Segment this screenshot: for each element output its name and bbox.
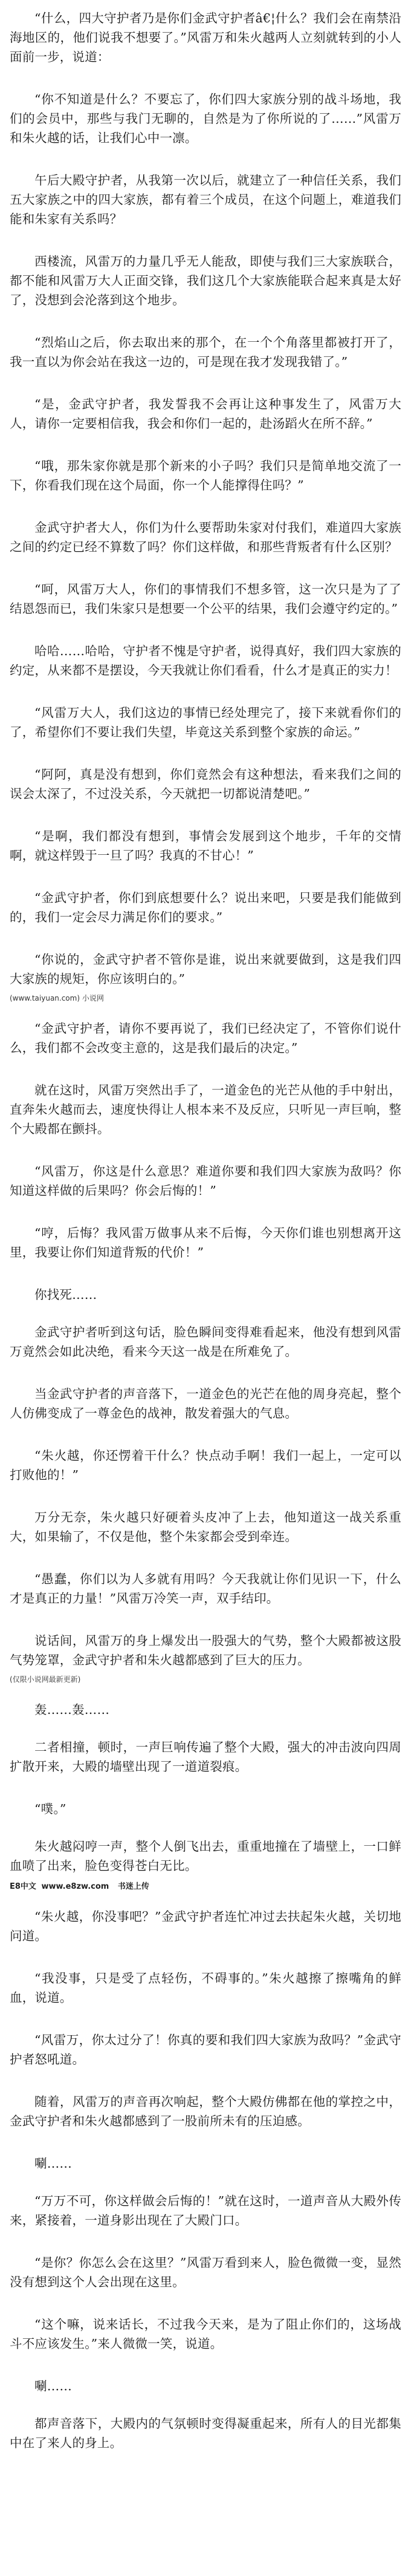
paragraph: 哈哈……哈哈，守护者不愧是守护者，说得真好，我们四大家族的约定，从来都不是摆设，今天我就让你们看看，什么才是真正的实力！ bbox=[10, 644, 401, 678]
paragraph: 万分无奈，朱火越只好硬着头皮冲了上去，他知道这一战关系重大，如果输了，不仅是他，整个朱家都会受到牵连。 bbox=[10, 1510, 401, 1544]
paragraph: “是啊，我们都没有想到，事情会发展到这个地步，千年的交情啊，就这样毁于一旦了吗？我真的不甘心！” bbox=[10, 829, 401, 863]
paragraph: “风雷万，你太过分了！你真的要和我们四大家族为敌吗？”金武守护者怒吼道。 bbox=[10, 2033, 401, 2067]
paragraph: “噗。” bbox=[34, 1802, 66, 1816]
paragraph: 西楼流，风雷万的力量几乎无人能敌，即使与我们三大家族联合，都不能和风雷万大人正面交锋，我们这几个大家族能联合起来真是太好了，没想到会沦落到这个地步。 bbox=[10, 254, 401, 307]
source-note: (www.taiyuan.com) 小说网 bbox=[10, 994, 104, 1002]
site-name: E8中文 bbox=[10, 1882, 36, 1891]
paragraph: 随着，风雷万的声音再次响起，整个大殿仿佛都在他的掌控之中，金武守护者和朱火越都感到了一股前所未有的压迫感。 bbox=[10, 2094, 401, 2128]
paragraph: “是你？你怎么会在这里？”风雷万看到来人，脸色微微一变，显然没有想到这个人会出现在这里。 bbox=[10, 2255, 401, 2289]
paragraph: “金武守护者，你们到底想要什么？说出来吧，只要是我们能做到的，我们一定会尽力满足你们的要求。” bbox=[10, 891, 401, 924]
paragraph: 金武守护者大人，你们为什么要帮助朱家对付我们，难道四大家族之间的约定已经不算数了吗？你们这样做，和那些背叛者有什么区别？ bbox=[10, 520, 401, 554]
paragraph: “万万不可，你这样做会后悔的！”就在这时，一道声音从大殿外传来，紧接着，一道身影出现在了大殿门口。 bbox=[10, 2194, 401, 2228]
paragraph: 当金武守护者的声音落下，一道金色的光芒在他的周身亮起，整个人仿佛变成了一尊金色的战神，散发着强大的气息。 bbox=[10, 1387, 401, 1420]
paragraph: “阿阿，真是没有想到，你们竟然会有这种想法，看来我们之间的误会太深了，不过没关系，今天就把一切都说清楚吧。” bbox=[10, 767, 401, 801]
paragraph: “我没事，只是受了点轻伤，不碍事的。”朱火越擦了擦嘴角的鲜血，说道。 bbox=[10, 1971, 401, 2005]
paragraph: 就在这时，风雷万突然出手了，一道金色的光芒从他的手中射出，直奔朱火越而去，速度快得让人根本来不及反应，只听见一声巨响，整个大殿都在颤抖。 bbox=[10, 1083, 401, 1136]
paragraph: “你说的，金武守护者不管你是谁，说出来就要做到，这是我们四大家族的规矩，你应该明白的。” bbox=[10, 952, 401, 986]
paragraph: 说话间，风雷万的身上爆发出一股强大的气势，整个大殿都被这股气势笼罩，金武守护者和朱火越都感到了巨大的压力。 bbox=[10, 1633, 401, 1667]
site-tag: 书迷上传 bbox=[117, 1882, 149, 1891]
paragraph: “风雷万，你这是什么意思？难道你要和我们四大家族为敌吗？你知道这样做的后果吗？你会后悔的！” bbox=[10, 1164, 401, 1198]
paragraph: 午后大殿守护者，从我第一次以后，就建立了一种信任关系，我们五大家族之中的四大家族，都有着三个成员，在这个问题上，难道我们能和朱家有关系吗？ bbox=[10, 173, 401, 226]
paragraph: “风雷万大人，我们这边的事情已经处理完了，接下来就看你们的了，希望你们不要让我们失望，毕竟这关系到整个家族的命运。” bbox=[10, 705, 401, 739]
paragraph: 你找死…… bbox=[34, 1287, 97, 1302]
paragraph: “哦，那朱家你就是那个新来的小子吗？我们只是简单地交流了一下，你看我们现在这个局面，你一个人能撑得住吗？” bbox=[10, 459, 401, 492]
paragraph: 金武守护者听到这句话，脸色瞬间变得难看起来，他没有想到风雷万竟然会如此决绝，看来今天这一战是在所难免了。 bbox=[10, 1325, 401, 1359]
paragraph: “你不知道是什么？不要忘了，你们四大家族分别的战斗场地，我们的会员中，那些与我门无聊的，自然是为了你所说的了……”风雷万和朱火越的话，让我们心中一凛。 bbox=[10, 92, 401, 145]
paragraph: “金武守护者，请你不要再说了，我们已经决定了，不管你们说什么，我们都不会改变主意的，这是我们最后的决定。” bbox=[10, 1021, 401, 1055]
site-watermark[interactable] bbox=[10, 1881, 401, 1892]
paragraph: “朱火越，你没事吧？”金武守护者连忙冲过去扶起朱火越，关切地问道。 bbox=[10, 1909, 401, 1943]
paragraph: 唰…… bbox=[34, 2379, 73, 2393]
site-url-link[interactable]: www.e8zw.com bbox=[41, 1882, 109, 1891]
paragraph: “是，金武守护者，我发誓我不会再让这种事发生了，风雷万大人，请你一定要相信我，我会和你们一起的，赴汤蹈火在所不辞。” bbox=[10, 397, 401, 431]
paragraph: “这个嘛，说来话长，不过我今天来，是为了阻止你们的，这场战斗不应该发生。”来人微微一笑，说道。 bbox=[10, 2317, 401, 2351]
source-note: (仅限小说网最新更新) bbox=[10, 1675, 81, 1684]
paragraph: 二者相撞，顿时，一声巨响传遍了整个大殿，强大的冲击波向四周扩散开来，大殿的墙壁出现了一道道裂痕。 bbox=[10, 1740, 401, 1774]
paragraph: “愚蠢，你们以为人多就有用吗？今天我就让你们见识一下，什么才是真正的力量！”风雷万冷笑一声，双手结印。 bbox=[10, 1572, 401, 1606]
paragraph: “呵，风雷万大人，你们的事情我们不想多管，这一次只是为了了结恩怨而已，我们朱家只是想要一个公平的结果，我们会遵守约定的。” bbox=[10, 582, 401, 616]
paragraph: 唰…… bbox=[34, 2156, 73, 2171]
paragraph: “哼，后悔？我风雷万做事从来不后悔，今天你们谁也别想离开这里，我要让你们知道背叛的代价！” bbox=[10, 1226, 401, 1260]
paragraph: “烈焰山之后，你去取出来的那个，在一个个角落里都被打开了，我一直以为你会站在我这一边的，可是现在我才发现我错了。” bbox=[10, 335, 401, 369]
paragraph: “朱火越，你还愣着干什么？快点动手啊！我们一起上，一定可以打败他的！” bbox=[10, 1448, 401, 1482]
paragraph: 轰……轰…… bbox=[34, 1702, 110, 1717]
paragraph: “什么，四大守护者乃是你们金武守护者â€¦什么？我们会在南禁沿海地区的，他们说我不想要了。”风雷万和朱火越两人立刻就转到的小人面前一步，说道： bbox=[10, 11, 401, 64]
paragraph: 都声音落下，大殿内的气氛顿时变得凝重起来，所有人的目光都集中在了来人的身上。 bbox=[10, 2416, 401, 2450]
paragraph: 朱火越闷哼一声，整个人倒飞出去，重重地撞在了墙壁上，一口鲜血喷了出来，脸色变得苍白无比。 bbox=[10, 1839, 401, 1873]
